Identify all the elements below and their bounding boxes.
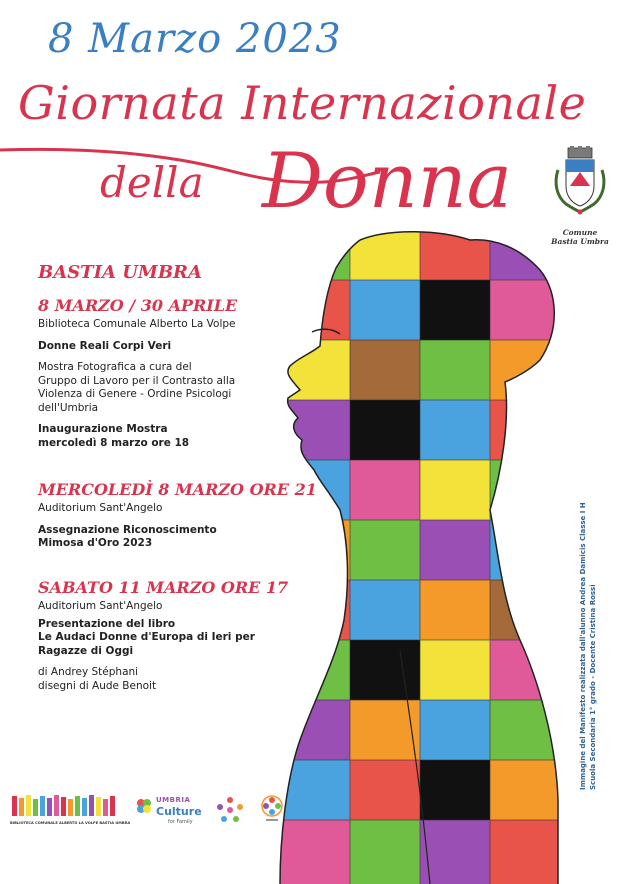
people-circle-icon: [216, 796, 244, 824]
library-logo: [10, 794, 131, 825]
event1-title: Donne Reali Corpi Veri: [38, 339, 172, 352]
event3-venue: Auditorium Sant'Angelo: [38, 600, 163, 612]
flower-association-icon: [258, 794, 286, 824]
event2: [38, 480, 317, 551]
culture-label: Culture: [156, 805, 202, 818]
crest-caption-town: Bastia Umbra: [551, 237, 609, 246]
umbria-label: UMBRIA: [156, 796, 191, 804]
event1-desc-line4: dell'Umbria: [38, 401, 99, 414]
illustration-credit: [578, 502, 598, 790]
event1-opening-line1: Inaugurazione Mostra: [38, 423, 168, 435]
event3-title-line1: Presentazione del libro: [38, 617, 176, 630]
sponsor-logos: [10, 790, 300, 830]
event2-title-line2: Mimosa d'Oro 2023: [38, 537, 153, 549]
library-caption: BIBLIOTECA COMUNALE ALBERTO LA VOLPE BASTIA UMBRA: [10, 821, 131, 825]
event2-title-line1: Assegnazione Riconoscimento: [38, 523, 217, 536]
event3-author-line1: di Andrey Stéphani: [38, 666, 139, 678]
date-title: 8 Marzo 2023: [48, 16, 342, 62]
family-label: for Family: [168, 819, 193, 825]
event3-date: SABATO 11 MARZO ORE 17: [38, 578, 289, 597]
title-donna: Donna: [262, 136, 512, 225]
crest-caption-comune: Comune: [562, 228, 598, 237]
event3: [38, 578, 298, 693]
event2-venue: Auditorium Sant'Angelo: [38, 502, 163, 514]
event1: [38, 296, 298, 450]
event1-date: 8 MARZO / 30 APRILE: [38, 296, 238, 315]
event3-title-line2: Le Audaci Donne d'Europa di Ieri per: [38, 631, 255, 643]
illustration-credit-line2: Scuola Secondaria 1° grado - Docente Cristina Rossi: [589, 584, 597, 790]
puzzle-piece-icon: [136, 798, 152, 814]
event1-desc-line1: Mostra Fotografica a cura del: [38, 361, 192, 373]
illustration-credit-line1: Immagine del Manifesto realizzata dall'alunno Andrea Damicis Classe I H: [579, 502, 587, 790]
event1-opening-line2: mercoledì 8 marzo ore 18: [38, 436, 190, 449]
library-books-icon: [10, 794, 122, 816]
event3-author-line2: disegni di Aude Benoit: [38, 679, 157, 692]
event1-desc-line2: Gruppo di Lavoro per il Contrasto alla: [38, 374, 236, 387]
event1-desc-line3: Violenza di Genere - Ordine Psicologi: [38, 388, 232, 400]
event1-venue: Biblioteca Comunale Alberto La Volpe: [38, 318, 236, 330]
title-della: della: [100, 158, 204, 207]
event3-title-line3: Ragazze di Oggi: [38, 644, 134, 657]
crest-icon: [548, 146, 612, 224]
location-heading: BASTIA UMBRA: [38, 262, 202, 283]
title-giornata-internazionale: Giornata Internazionale: [18, 76, 587, 130]
umbria-culture-logo: [136, 792, 208, 828]
event2-date: MERCOLEDÌ 8 MARZO ORE 21: [38, 480, 317, 499]
